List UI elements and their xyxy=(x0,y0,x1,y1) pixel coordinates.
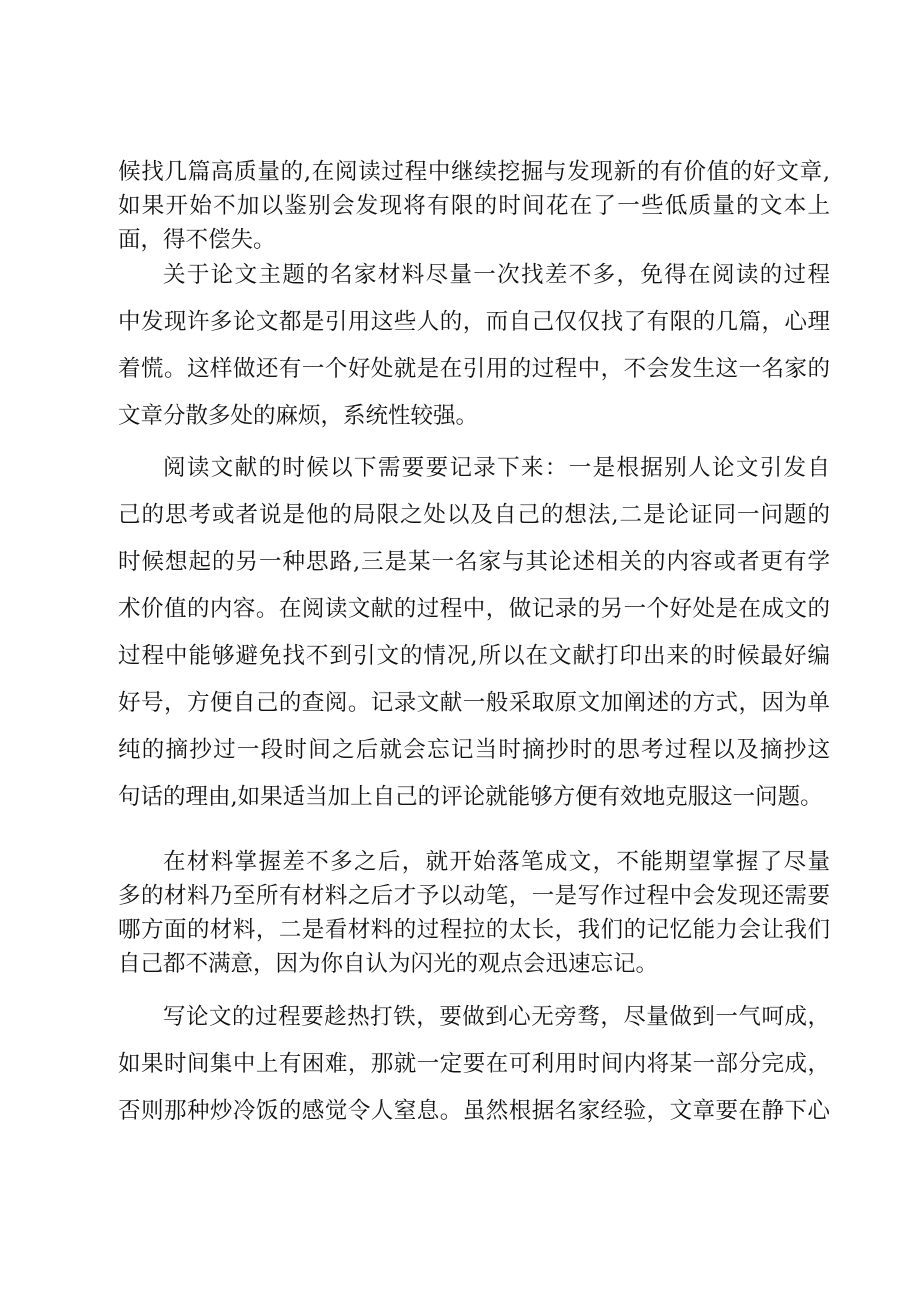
text-line: 阅读文献的时候以下需要要记录下来：一是根据别人论文引发自 xyxy=(163,455,830,481)
text-line: 己的思考或者说是他的局限之处以及自己的想法,二是论证同一问题的 xyxy=(118,502,830,528)
text-line: 如果开始不加以鉴别会发现将有限的时间花在了一些低质量的文本上 xyxy=(118,193,830,219)
text-line: 着慌。这样做还有一个好处就是在引用的过程中，不会发生这一名家的 xyxy=(118,356,830,382)
text-line: 句话的理由,如果适当加上自己的评论就能够方便有效地克服这一问题。 xyxy=(118,784,823,810)
text-line: 否则那种炒冷饭的感觉令人窒息。虽然根据名家经验，文章要在静下心 xyxy=(118,1098,830,1124)
text-line: 术价值的内容。在阅读文献的过程中，做记录的另一个好处是在成文的 xyxy=(118,596,830,622)
paragraph-1 xyxy=(118,155,830,257)
paragraph-5 xyxy=(118,994,830,1135)
paragraph-3 xyxy=(118,445,830,821)
text-line: 自己都不满意，因为你自认为闪光的观点会迅速忘记。 xyxy=(118,951,659,977)
text-line: 文章分散多处的麻烦，系统性较强。 xyxy=(118,403,479,429)
text-line: 时候想起的另一种思路,三是某一名家与其论述相关的内容或者更有学 xyxy=(118,549,830,575)
text-line: 纯的摘抄过一段时间之后就会忘记当时摘抄时的思考过程以及摘抄这 xyxy=(118,737,830,763)
paragraph-4 xyxy=(118,845,830,981)
text-line: 面，得不偿失。 xyxy=(118,227,276,253)
text-line: 关于论文主题的名家材料尽量一次找差不多，免得在阅读的过程 xyxy=(163,262,830,288)
text-line: 中发现许多论文都是引用这些人的，而自己仅仅找了有限的几篇，心理 xyxy=(118,309,830,335)
paragraph-2 xyxy=(118,252,830,440)
text-line: 如果时间集中上有困难，那就一定要在可利用时间内将某一部分完成， xyxy=(118,1051,830,1077)
text-line: 候找几篇高质量的,在阅读过程中继续挖掘与发现新的有价值的好文章, xyxy=(118,159,830,185)
text-line: 在材料掌握差不多之后，就开始落笔成文，不能期望掌握了尽量 xyxy=(163,849,830,875)
text-line: 过程中能够避免找不到引文的情况,所以在文献打印出来的时候最好编 xyxy=(118,643,830,669)
text-line: 哪方面的材料，二是看材料的过程拉的太长，我们的记忆能力会让我们 xyxy=(118,917,830,943)
text-line: 写论文的过程要趁热打铁，要做到心无旁骛，尽量做到一气呵成， xyxy=(163,1004,830,1030)
text-line: 好号，方便自己的查阅。记录文献一般采取原文加阐述的方式，因为单 xyxy=(118,690,830,716)
text-line: 多的材料乃至所有材料之后才予以动笔，一是写作过程中会发现还需要 xyxy=(118,883,830,909)
